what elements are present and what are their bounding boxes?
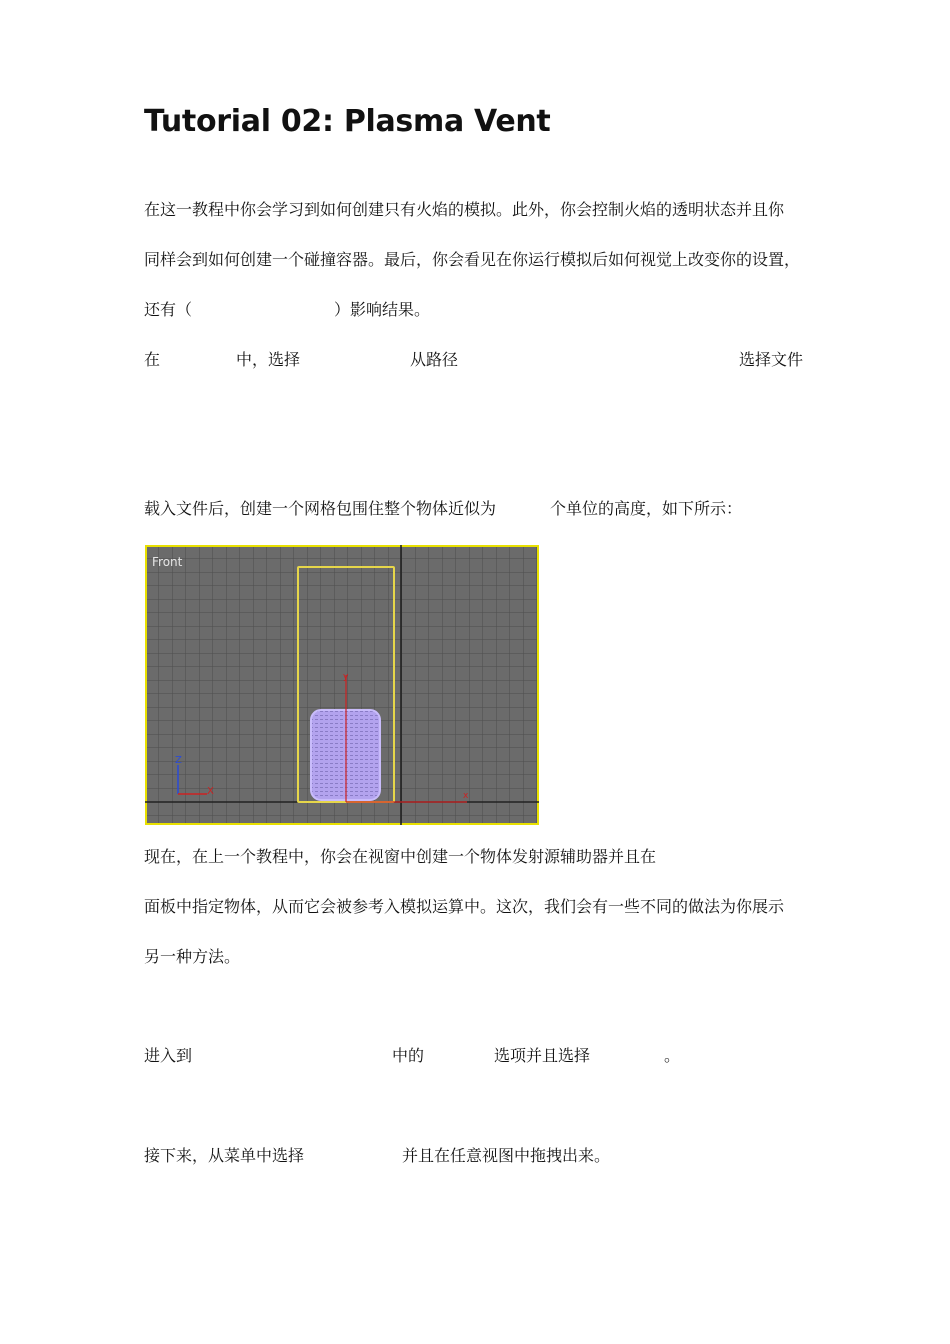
paragraph-intro-line-1: 在这一教程中你会学习到如何创建只有火焰的模拟。此外，你会控制火焰的透明状态并且你 xyxy=(144,200,785,219)
paragraph-grid-a: 载入文件后，创建一个网格包围住整个物体近似为 xyxy=(144,499,497,518)
paragraph-emitter-line-1: 现在，在上一个教程中，你会在视窗中创建一个物体发射源辅助器并且在 xyxy=(144,847,657,866)
page-title: Tutorial 02: Plasma Vent xyxy=(144,104,551,139)
world-axis-z-label: Z xyxy=(175,755,182,766)
paragraph-load-c: 从路径 xyxy=(410,350,459,369)
viewport-svg xyxy=(145,545,539,825)
paragraph-next-b: 并且在任意视图中拖拽出来。 xyxy=(402,1146,611,1165)
paragraph-intro-line-3a: 还有（ xyxy=(144,300,193,319)
paragraph-intro-line-3b: ）影响结果。 xyxy=(334,300,431,319)
viewport-label: Front xyxy=(152,555,183,569)
paragraph-emitter-line-3: 另一种方法。 xyxy=(144,947,241,966)
paragraph-emitter-line-2: 面板中指定物体，从而它会被参考入模拟运算中。这次，我们会有一些不同的做法为你展示 xyxy=(144,897,785,916)
local-axis-x-label: x xyxy=(463,791,469,801)
paragraph-enter-d: 。 xyxy=(664,1046,681,1065)
paragraph-enter-c: 选项并且选择 xyxy=(494,1046,591,1065)
paragraph-intro-line-2: 同样会到如何创建一个碰撞容器。最后，你会看见在你运行模拟后如何视觉上改变你的设置， xyxy=(144,250,801,269)
paragraph-enter-a: 进入到 xyxy=(144,1046,193,1065)
world-axis-x-label: X xyxy=(207,786,214,797)
paragraph-load-a: 在 xyxy=(144,350,161,369)
paragraph-grid-b: 个单位的高度，如下所示： xyxy=(550,499,743,518)
paragraph-load-d: 选择文件 xyxy=(739,350,804,369)
local-axis-y-label: y xyxy=(343,672,349,682)
paragraph-load-b: 中，选择 xyxy=(236,350,301,369)
front-viewport-image xyxy=(145,545,539,825)
paragraph-enter-b: 中的 xyxy=(392,1046,425,1065)
paragraph-next-a: 接下来，从菜单中选择 xyxy=(144,1146,305,1165)
